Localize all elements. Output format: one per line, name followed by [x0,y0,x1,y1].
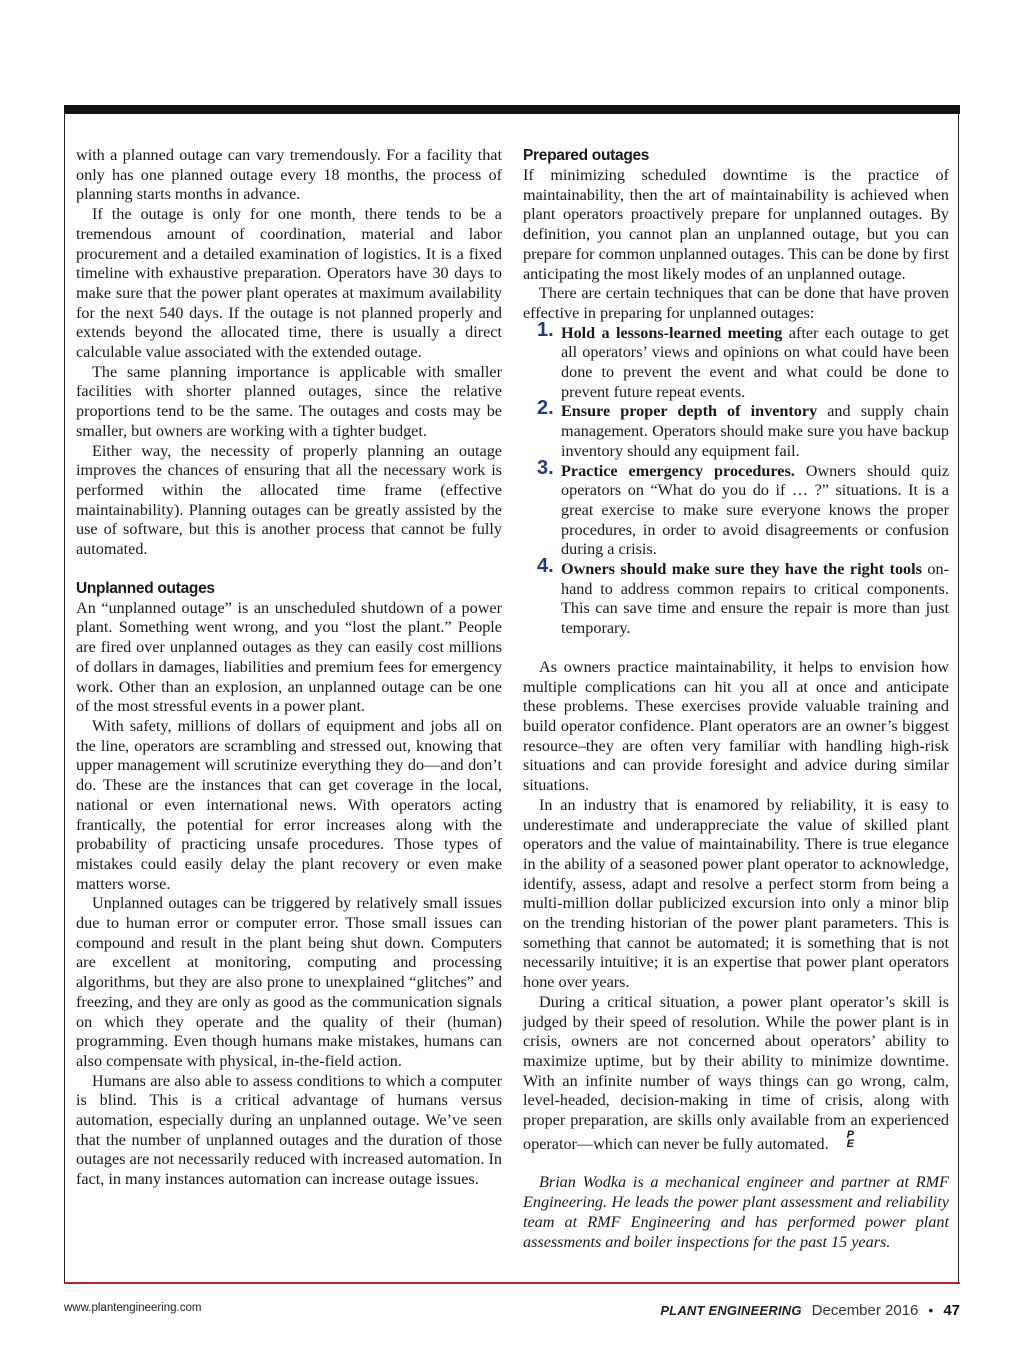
issue-date: December 2016 [811,1302,919,1319]
list-item-text: Owners should quiz operators on “What do you do if … ?” situations. It is a great exercise to make sure everyone knows the proper procedures, in order to avoid disagreements or confusion during a crisis. [561,461,949,559]
list-item [523,555,950,639]
heading-unplanned-outages: Unplanned outages [76,579,215,597]
list-item-text: on-hand to address common repairs to critical components. This can save time and ensure the repair is more than just temporary. [561,560,950,638]
separator-dot: • [928,1302,934,1318]
paragraph: In an industry that is enamored by reliability, it is easy to underestimate and underappreciate the value of skilled plant operators and the value of maintainability. There is true elegance in the ability of a seasoned power plant operator to acknowledge, identify, assess, adapt and resolve a perfect storm from being a multi-million dollar publicized excursion into only a minor blip on the trending historian of the power plant parameters. This is something that cannot be automated; it is something that is not necessarily intuitive; it is an expertise that power plant operators hone over years. [523,795,949,992]
final-paragraph-text: During a critical situation, a power plant operator’s skill is judged by their speed of resolution. While the power plant is in crisis, owners are not concerned about operators’ ability to maximize uptime, but by their ability to minimize downtime. With an infinite number of ways things can go wrong, calm, level-headed, decision-making in time of crisis, along with proper preparation, are skills only available from an experienced operator—which can never be fully automated. [523,992,949,1153]
footer-url: www.plantengineering.com [64,1302,202,1314]
list-number: 3. [537,456,554,479]
paragraph: As owners practice maintainability, it helps to envision how multiple complications can hit you all at once and anticipate these problems. These exercises provide valuable training and build operator confidence. Plant operators are an owner’s biggest resource–they are often very familiar with handling high-risk situations and can provide foresight and advice during similar situations. [523,657,949,795]
paragraph: If the outage is only for one month, there tends to be a tremendous amount of coordination, material and labor procurement and a detailed examination of logistics. It is a fixed timeline with exhaustive preparation. Operators have 30 days to make sure that the power plant operates at maximum availability for the next 540 days. If the outage is not planned properly and extends beyond the allocated time, there is usually a direct calculable value associated with the extended outage. [76,205,502,362]
paragraph-final [523,993,949,1155]
paragraph: with a planned outage can vary tremendously. For a facility that only has one planned outage every 18 months, the process of planning starts months in advance. [76,146,502,204]
list-item-lead: Ensure proper depth of inventory [561,402,818,421]
end-mark-icon: P E [846,1128,854,1150]
right-column [523,146,949,1252]
list-item [523,456,949,561]
paragraph: Either way, the necessity of properly planning an outage improves the chances of ensuring that all the necessary work is performed within the allocated time frame (effective maintainability). Planning outages can be greatly assisted by the use of software, but this is another process that cannot be fully automated. [76,441,502,559]
list-item [523,318,949,403]
list-number: 2. [537,397,554,420]
page-number: 47 [943,1302,960,1319]
list-number: 1. [537,318,554,341]
paragraph: Humans are also able to assess conditions to which a computer is blind. This is a critical advantage of humans versus automation, especially during an unplanned outage. We’ve seen that the number of unplanned outages and the duration of those outages are not necessarily reduced with increased automation. In fact, in many instances automation can increase outage issues. [76,1071,502,1189]
paragraph: An “unplanned outage” is an unscheduled shutdown of a power plant. Something went wrong, and you “lost the plant.” People are fired over unplanned outages as they can easily cost millions of dollars in damages, liabilities and premium fees for emergency work. Other than an explosion, an unplanned outage can be one of the most stressful events in a power plant. [76,598,502,716]
footer-folio [660,1302,960,1319]
paragraph: Unplanned outages can be triggered by relatively small issues due to human error or computer error. Those small issues can compound and result in the plant being shut down. Computers are excellent at monitoring, computing and processing algorithms, but they are also prone to unexplained “glitches” and freezing, and they are only as good as the communication signals on which they operate and the quality of their (human) programming. Even though humans make mistakes, humans can also compensate with physical, in-the-field action. [76,894,502,1070]
left-column [76,146,502,1190]
paragraph: There are certain techniques that can be done that have proven effective in preparing for unplanned outages: [523,284,949,322]
list-item-lead: Practice emergency procedures. [561,461,795,480]
paragraph: With safety, millions of dollars of equipment and jobs all on the line, operators are scrambling and stressed out, knowing that upper management will scrutinize everything they do—and don’t do. These are the instances that can get coverage in the local, national or even international news. With operators acting frantically, the potential for error increases along with the probability of practicing unsafe procedures. Those types of mistakes could easily delay the plant recovery or even make matters worse. [76,716,502,893]
bottom-rule [64,1282,960,1284]
techniques-list [523,318,950,639]
author-bio: Brian Wodka is a mechanical engineer and partner at RMF Engineering. He leads the power plant assessment and reliability team at RMF Engineering and has performed power plant assessments and boiler inspections for the past 15 years. [523,1173,949,1251]
paragraph: If minimizing scheduled downtime is the practice of maintainability, then the art of maintainability is achieved when plant operators proactively prepare for unplanned outages. By definition, you cannot plan an unplanned outage, but you can prepare for common unplanned outages. This can be done by first anticipating the most likely modes of an unplanned outage. [523,166,949,283]
list-item-text: after each outage to get all operators’ views and opinions on what could have been done to prevent the event and what could be done to prevent future repeat events. [561,323,949,401]
list-item-text: and supply chain management. Operators should make sure you have backup inventory should any equipment fail. [561,402,949,460]
list-number: 4. [537,555,554,578]
list-item-lead: Owners should make sure they have the right tools [561,560,922,579]
list-item [523,397,949,461]
top-rule [64,105,960,114]
list-item-lead: Hold a lessons-learned meeting [561,323,783,342]
paragraph: The same planning importance is applicable with smaller facilities with shorter planned outages, since the relative proportions tend to be the same. The outages and costs may be smaller, but owners are working with a tighter budget. [76,362,502,440]
publication-name: PLANT ENGINEERING [660,1303,802,1318]
heading-prepared-outages: Prepared outages [523,147,650,164]
